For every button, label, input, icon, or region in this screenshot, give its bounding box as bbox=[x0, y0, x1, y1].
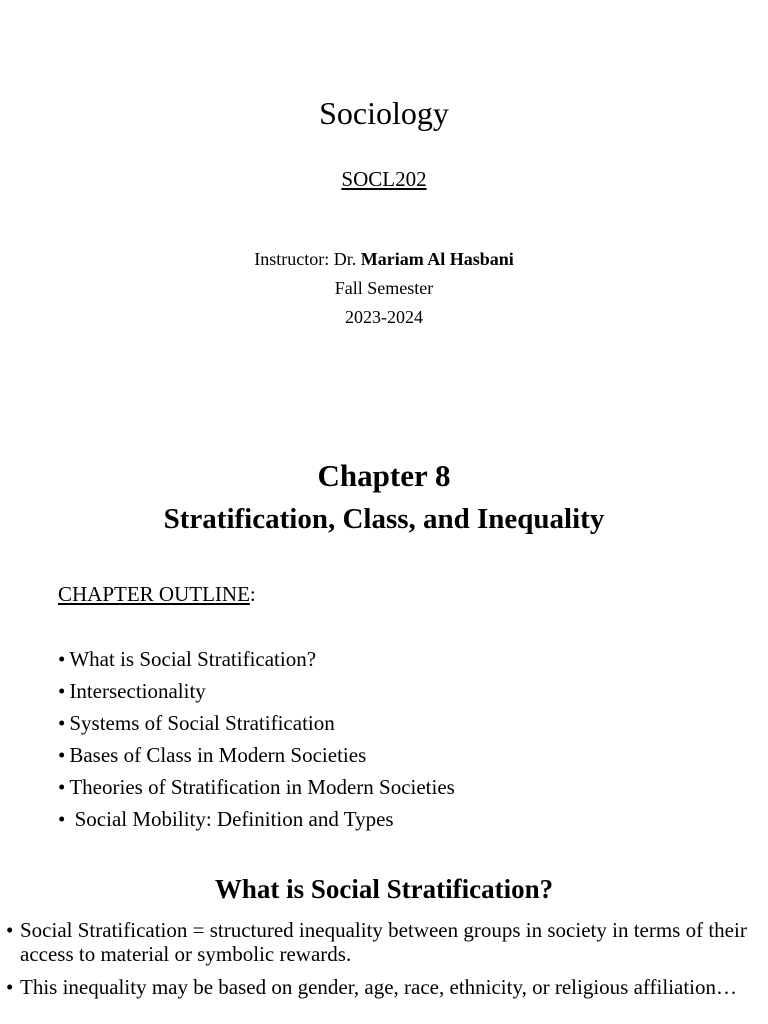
bullet-icon: • bbox=[58, 743, 66, 767]
outline-item bbox=[58, 678, 455, 710]
bullet-icon: • bbox=[58, 679, 66, 703]
outline-heading bbox=[58, 581, 256, 607]
bullet-point-text: Social Stratification = structured inequality between groups in society in terms of their access to material or symbolic rewards. bbox=[20, 918, 747, 966]
outline-item bbox=[58, 646, 455, 678]
bullet-point-text: This inequality may be based on gender, age, race, ethnicity, or religious affiliation… bbox=[20, 975, 738, 999]
instructor-name: Mariam Al Hasbani bbox=[360, 249, 514, 269]
bullet-icon: • bbox=[6, 918, 14, 942]
course-title: Sociology bbox=[319, 95, 449, 131]
section-heading: What is Social Stratification? bbox=[214, 874, 554, 904]
outline-item bbox=[58, 742, 455, 774]
instructor-prefix: Instructor: Dr. bbox=[254, 249, 361, 269]
outline-item-text: What is Social Stratification? bbox=[69, 647, 317, 671]
outline-item-text: Intersectionality bbox=[69, 679, 206, 703]
academic-year: 2023-2024 bbox=[345, 307, 423, 327]
chapter-number: Chapter 8 bbox=[317, 458, 451, 493]
semester: Fall Semester bbox=[334, 278, 434, 298]
bullet-icon: • bbox=[6, 975, 14, 999]
outline-item bbox=[58, 774, 455, 806]
outline-item bbox=[58, 710, 455, 742]
outline-item-text: Theories of Stratification in Modern Societies bbox=[69, 775, 455, 799]
bullet-point bbox=[6, 918, 762, 966]
chapter-outline-list bbox=[58, 646, 455, 838]
outline-item-text: Social Mobility: Definition and Types bbox=[69, 807, 394, 831]
bullet-point bbox=[6, 975, 762, 999]
outline-item bbox=[58, 806, 455, 838]
bullet-icon: • bbox=[58, 807, 66, 831]
section-bullet-list bbox=[6, 918, 762, 1008]
outline-heading-text: CHAPTER OUTLINE bbox=[58, 582, 250, 606]
bullet-icon: • bbox=[58, 775, 66, 799]
bullet-icon: • bbox=[58, 647, 66, 671]
bullet-icon: • bbox=[58, 711, 66, 735]
instructor-line bbox=[0, 247, 768, 271]
course-code-text: SOCL202 bbox=[341, 167, 427, 191]
chapter-title: Stratification, Class, and Inequality bbox=[163, 503, 605, 535]
course-code bbox=[0, 166, 768, 192]
outline-heading-colon: : bbox=[249, 582, 256, 606]
outline-item-text: Bases of Class in Modern Societies bbox=[69, 743, 367, 767]
outline-item-text: Systems of Social Stratification bbox=[69, 711, 335, 735]
